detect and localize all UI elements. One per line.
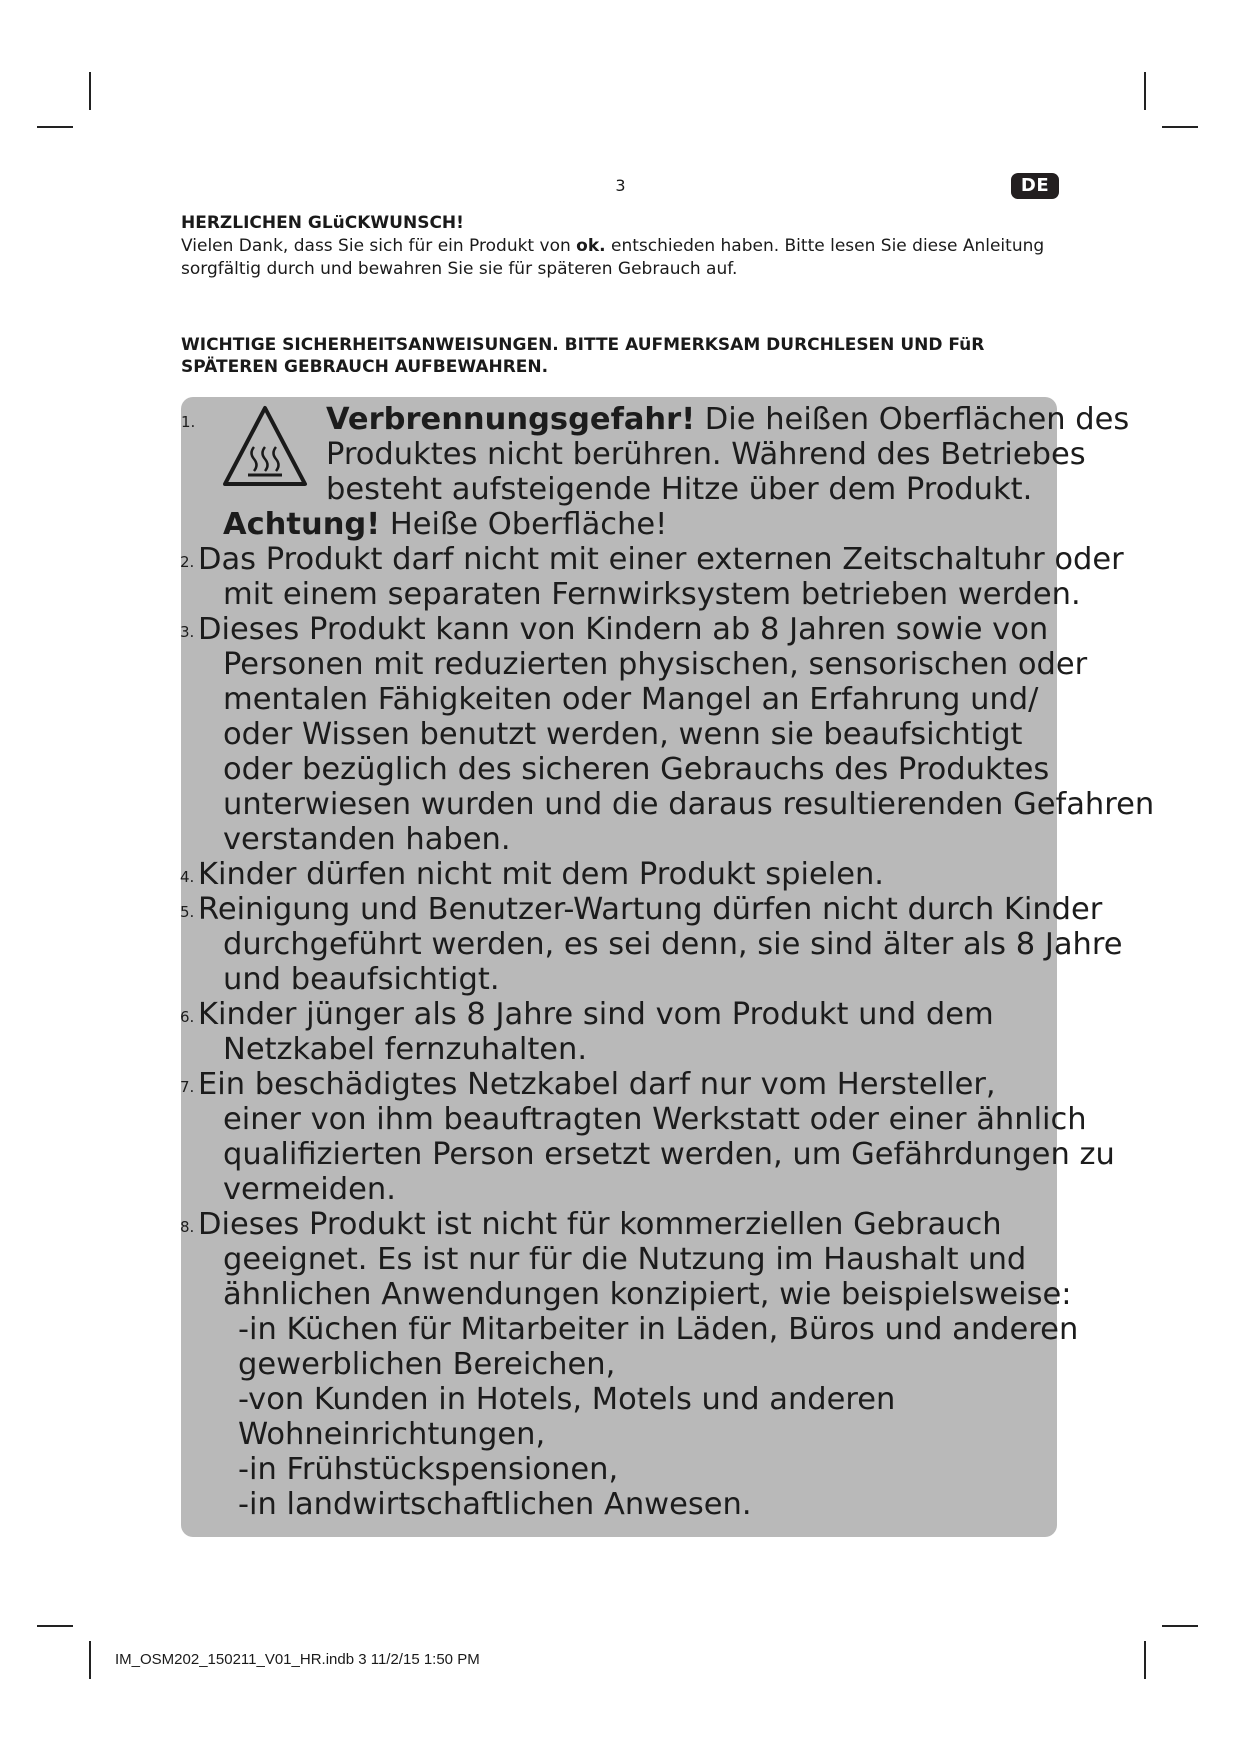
item-line: mit einem separaten Fernwirksystem betrieben werden. [223, 577, 1081, 612]
item-text: Heiße Oberfläche! [380, 507, 668, 542]
item-number: 6. [180, 1008, 195, 1026]
intro-paragraph [181, 235, 1061, 281]
hot-surface-warning-icon [222, 405, 308, 487]
safety-heading-line: WICHTIGE SICHERHEITSANWEISUNGEN. BITTE AUFMERKSAM DURCHLESEN UND FüR [181, 335, 985, 355]
item-line: Netzkabel fernzuhalten. [223, 1032, 588, 1067]
crop-mark-top-left-horizontal [37, 126, 73, 128]
item-number: 4. [180, 868, 195, 886]
crop-mark-bottom-left-horizontal [37, 1625, 73, 1627]
crop-mark-bottom-right-horizontal [1162, 1625, 1198, 1627]
crop-mark-top-right-vertical [1144, 72, 1146, 110]
item-line: verstanden haben. [223, 822, 511, 857]
crop-mark-top-left-vertical [89, 72, 91, 110]
item-line: Reinigung und Benutzer-Wartung dürfen nicht durch Kinder [198, 892, 1103, 927]
item-subline: -von Kunden in Hotels, Motels und anderen [238, 1382, 896, 1417]
item-subline: -in landwirtschaftlichen Anwesen. [238, 1487, 752, 1522]
item-line: oder bezüglich des sicheren Gebrauchs des Produktes [223, 752, 1050, 787]
item-title: Verbrennungsgefahr! [326, 402, 696, 437]
item-line: einer von ihm beauftragten Werkstatt oder einer ähnlich [223, 1102, 1087, 1137]
item-subline: gewerblichen Bereichen, [238, 1347, 616, 1382]
item-number: 2. [180, 553, 195, 571]
item-line: und beaufsichtigt. [223, 962, 500, 997]
item-number: 8. [180, 1218, 195, 1236]
intro-heading: HERZLICHEN GLüCKWUNSCH! [181, 213, 464, 233]
item-line: Dieses Produkt ist nicht für kommerziellen Gebrauch [198, 1207, 1002, 1242]
caution-label: Achtung! [223, 507, 381, 542]
item-line: geeignet. Es ist nur für die Nutzung im Haushalt und [223, 1242, 1027, 1277]
item-number: 3. [180, 623, 195, 641]
item-line [326, 402, 1129, 437]
item-line [223, 507, 667, 542]
item-text: Die heißen Oberflächen des [695, 402, 1130, 437]
item-line: Ein beschädigtes Netzkabel darf nur vom Hersteller, [198, 1067, 996, 1102]
crop-mark-bottom-left-vertical [89, 1641, 91, 1679]
item-line: Das Produkt darf nicht mit einer externen Zeitschaltuhr oder [198, 542, 1124, 577]
item-subline: -in Küchen für Mitarbeiter in Läden, Büros und anderen [238, 1312, 1079, 1347]
brand-name: ok. [576, 236, 606, 256]
item-line: qualifizierten Person ersetzt werden, um Gefährdungen zu [223, 1137, 1115, 1172]
item-line: mentalen Fähigkeiten oder Mangel an Erfahrung und/ [223, 682, 1039, 717]
item-line: besteht aufsteigende Hitze über dem Produkt. [326, 472, 1033, 507]
item-line: Personen mit reduzierten physischen, sensorischen oder [223, 647, 1088, 682]
print-footer: IM_OSM202_150211_V01_HR.indb 3 11/2/15 1:50 PM [115, 1651, 480, 1668]
intro-text-part: entschieden haben. Bitte lesen Sie diese Anleitung [605, 236, 1045, 256]
item-subline: Wohneinrichtungen, [238, 1417, 546, 1452]
item-line: Produktes nicht berühren. Während des Betriebes [326, 437, 1086, 472]
item-line: oder Wissen benutzt werden, wenn sie beaufsichtigt [223, 717, 1023, 752]
intro-text-part: Vielen Dank, dass Sie sich für ein Produkt von [181, 236, 577, 256]
crop-mark-bottom-right-vertical [1144, 1641, 1146, 1679]
item-line: Kinder dürfen nicht mit dem Produkt spielen. [198, 857, 884, 892]
safety-heading-line: SPÄTEREN GEBRAUCH AUFBEWAHREN. [181, 357, 549, 377]
item-subline: -in Frühstückspensionen, [238, 1452, 619, 1487]
item-line: durchgeführt werden, es sei denn, sie sind älter als 8 Jahre [223, 927, 1123, 962]
item-line: Dieses Produkt kann von Kindern ab 8 Jahren sowie von [198, 612, 1049, 647]
item-line: ähnlichen Anwendungen konzipiert, wie beispielsweise: [223, 1277, 1072, 1312]
item-line: vermeiden. [223, 1172, 396, 1207]
crop-mark-top-right-horizontal [1162, 126, 1198, 128]
item-line: Kinder jünger als 8 Jahre sind vom Produkt und dem [198, 997, 994, 1032]
item-line: unterwiesen wurden und die daraus resultierenden Gefahren [223, 787, 1155, 822]
item-number: 7. [180, 1078, 195, 1096]
item-number: 5. [180, 903, 195, 921]
language-badge: DE [1011, 173, 1059, 199]
item-number: 1. [181, 413, 196, 431]
safety-heading [181, 334, 1061, 378]
intro-text-part: sorgfältig durch und bewahren Sie sie für späteren Gebrauch auf. [181, 259, 738, 279]
page-number: 3 [615, 176, 626, 195]
